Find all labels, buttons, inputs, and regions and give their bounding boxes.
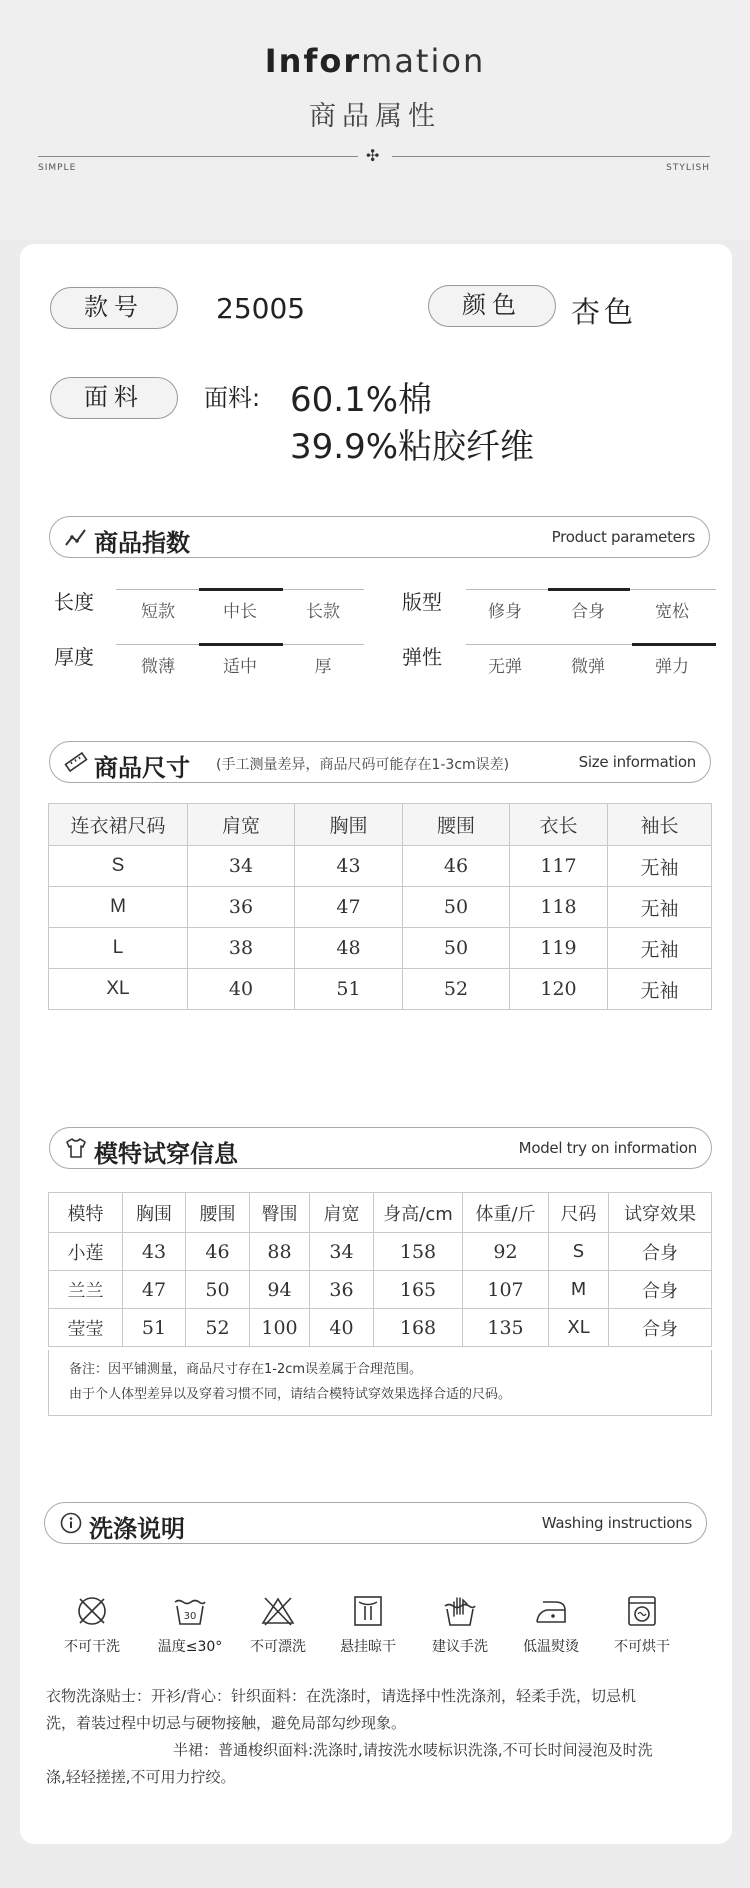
table-header: 肩宽 [188,804,295,846]
care-tips [46,1683,722,1791]
wash-item [47,1594,137,1656]
param-option: 无弹 [488,657,522,677]
size-table [48,803,712,1010]
table-cell: 莹莹 [49,1309,123,1347]
table-cell: 34 [310,1233,374,1271]
fabric-label: 面料 [50,377,178,419]
model-title-en: Model try on information [518,1139,697,1157]
table-header-row [49,804,712,846]
table-cell: 34 [188,846,295,887]
table-header: 试穿效果 [609,1193,712,1233]
table-header: 臀围 [250,1193,310,1233]
no-dry-clean-icon [74,1594,110,1628]
table-cell: 无袖 [608,928,712,969]
params-title-en: Product parameters [551,528,695,546]
wash-item [506,1594,596,1656]
table-cell: 88 [250,1233,310,1271]
ruler-icon [64,750,88,774]
table-row [49,1233,712,1271]
color-label: 颜色 [428,285,556,327]
table-header: 胸围 [123,1193,186,1233]
table-cell: 52 [403,969,510,1010]
table-cell: 120 [510,969,608,1010]
care-tip-line: 涤,轻轻搓搓,不可用力拧绞。 [46,1768,236,1786]
table-cell: 50 [403,887,510,928]
table-cell: 38 [188,928,295,969]
table-row [49,1271,712,1309]
table-header: 尺码 [549,1193,609,1233]
table-cell: 46 [186,1233,250,1271]
info-icon [59,1511,83,1535]
param-label-elasticity: 弹性 [402,645,442,669]
wash-item [415,1594,505,1656]
low-iron-icon [533,1594,569,1628]
param-selected-length [199,588,283,591]
wash-label: 不可漂洗 [250,1639,306,1655]
table-cell: M [49,887,188,928]
table-cell: 168 [374,1309,463,1347]
table-row [49,969,712,1010]
svg-text:30: 30 [183,1611,197,1622]
table-cell: L [49,928,188,969]
param-option: 中长 [223,602,257,622]
params-title: 商品指数 [94,529,190,557]
header-right-caption: STYLISH [666,163,710,173]
table-cell: XL [49,969,188,1010]
size-note: (手工测量差异，商品尺码可能存在1-3cm误差) [216,757,510,773]
table-cell: 46 [403,846,510,887]
param-selected-fit [548,588,630,591]
trend-chart-icon [64,525,88,549]
table-cell: 118 [510,887,608,928]
cross-ornament-icon: ✣ [366,146,380,165]
table-header-row [49,1193,712,1233]
param-selected-elasticity [632,643,716,646]
table-cell: 92 [463,1233,549,1271]
table-cell: 117 [510,846,608,887]
header [0,0,750,240]
table-cell: 43 [295,846,403,887]
table-cell: M [549,1271,609,1309]
table-header: 胸围 [295,804,403,846]
param-option: 厚 [314,657,332,677]
table-cell: 36 [310,1271,374,1309]
param-selected-thickness [199,643,283,646]
style-number-value: 25005 [216,292,306,325]
table-cell: 52 [186,1309,250,1347]
care-tip-line: 衣物洗涤贴士：开衫/背心：针织面料：在洗涤时，请选择中性洗涤剂，轻柔手洗，切忌机 [46,1687,637,1705]
table-cell: 165 [374,1271,463,1309]
table-header: 身高/cm [374,1193,463,1233]
table-row [49,887,712,928]
table-cell: S [549,1233,609,1271]
wash-label: 建议手洗 [432,1639,488,1655]
table-cell: 107 [463,1271,549,1309]
wash-item [145,1594,235,1656]
param-label-length: 长度 [54,590,94,614]
care-tip-line: 半裙：普通梭织面料:洗涤时,请按洗水唛标识洗涤,不可长时间浸泡及时洗 [173,1741,653,1759]
wash-label: 不可干洗 [64,1639,120,1655]
wash-item [323,1594,413,1656]
table-cell: 兰兰 [49,1271,123,1309]
param-option: 微弹 [571,657,605,677]
table-cell: 135 [463,1309,549,1347]
wash-label: 悬挂晾干 [340,1639,396,1655]
table-header: 连衣裙尺码 [49,804,188,846]
model-note-1: 备注：因平铺测量，商品尺寸存在1-2cm误差属于合理范围。 [69,1362,423,1377]
param-option: 弹力 [655,657,689,677]
table-cell: 43 [123,1233,186,1271]
table-cell: 无袖 [608,969,712,1010]
wash-item [597,1594,687,1656]
param-option: 宽松 [655,602,689,622]
table-cell: 48 [295,928,403,969]
table-cell: 无袖 [608,887,712,928]
table-cell: 50 [186,1271,250,1309]
fabric-composition-1: 60.1%棉 [290,380,433,420]
param-option: 适中 [223,657,257,677]
fabric-composition-2: 39.9%粘胶纤维 [290,427,535,467]
table-cell: 50 [403,928,510,969]
wash-label: 不可烘干 [614,1639,670,1655]
table-cell: 合身 [609,1309,712,1347]
color-value: 杏色 [571,295,638,329]
table-cell: 小莲 [49,1233,123,1271]
table-header: 腰围 [186,1193,250,1233]
size-title: 商品尺寸 [94,754,190,782]
table-cell: 合身 [609,1271,712,1309]
table-header: 衣长 [510,804,608,846]
model-note-2: 由于个人体型差异以及穿着习惯不同，请结合模特试穿效果选择合适的尺码。 [69,1387,512,1402]
style-number-label: 款号 [50,287,178,329]
table-row [49,928,712,969]
param-option: 短款 [141,602,175,622]
param-label-fit: 版型 [402,590,442,614]
no-bleach-icon [260,1594,296,1628]
table-cell: 40 [310,1309,374,1347]
divider [392,156,710,157]
table-cell: 40 [188,969,295,1010]
table-header: 肩宽 [310,1193,374,1233]
divider [38,156,358,157]
hang-dry-icon [350,1594,386,1628]
table-header: 袖长 [608,804,712,846]
no-tumble-dry-icon [624,1594,660,1628]
table-row [49,846,712,887]
model-table [48,1192,712,1347]
param-option: 合身 [571,602,605,622]
table-header: 模特 [49,1193,123,1233]
table-cell: 51 [295,969,403,1010]
hand-wash-icon [442,1594,478,1628]
table-cell: 47 [123,1271,186,1309]
page-subtitle: 商品属性 [309,101,441,132]
washing-section-bar [44,1502,707,1544]
param-option: 长款 [306,602,340,622]
table-cell: S [49,846,188,887]
wash-label: 温度≤30° [157,1639,223,1655]
washing-title-en: Washing instructions [541,1514,692,1532]
model-section-bar [49,1127,712,1169]
table-cell: 158 [374,1233,463,1271]
model-title: 模特试穿信息 [94,1140,238,1168]
param-option: 修身 [488,602,522,622]
table-cell: 合身 [609,1233,712,1271]
page-title: Information [264,42,486,80]
table-cell: 无袖 [608,846,712,887]
table-row [49,1309,712,1347]
size-title-en: Size information [578,753,696,771]
params-section-bar [49,516,710,558]
shirt-icon [64,1136,88,1160]
table-cell: 36 [188,887,295,928]
table-header: 腰围 [403,804,510,846]
table-cell: 119 [510,928,608,969]
washing-title: 洗涤说明 [89,1515,185,1543]
header-left-caption: SIMPLE [38,163,77,173]
table-cell: 100 [250,1309,310,1347]
param-label-thickness: 厚度 [54,645,94,669]
param-option: 微薄 [141,657,175,677]
care-tip-line: 洗，着装过程中切忌与硬物接触，避免局部勾纱现象。 [46,1714,407,1732]
table-cell: 94 [250,1271,310,1309]
table-cell: 51 [123,1309,186,1347]
size-section-bar [49,741,711,783]
wash-item [233,1594,323,1656]
fabric-prefix: 面料: [204,384,261,412]
wash-label: 低温熨烫 [523,1639,579,1655]
table-cell: 47 [295,887,403,928]
table-header: 体重/斤 [463,1193,549,1233]
wash-temp-30-icon [172,1594,208,1628]
table-cell: XL [549,1309,609,1347]
